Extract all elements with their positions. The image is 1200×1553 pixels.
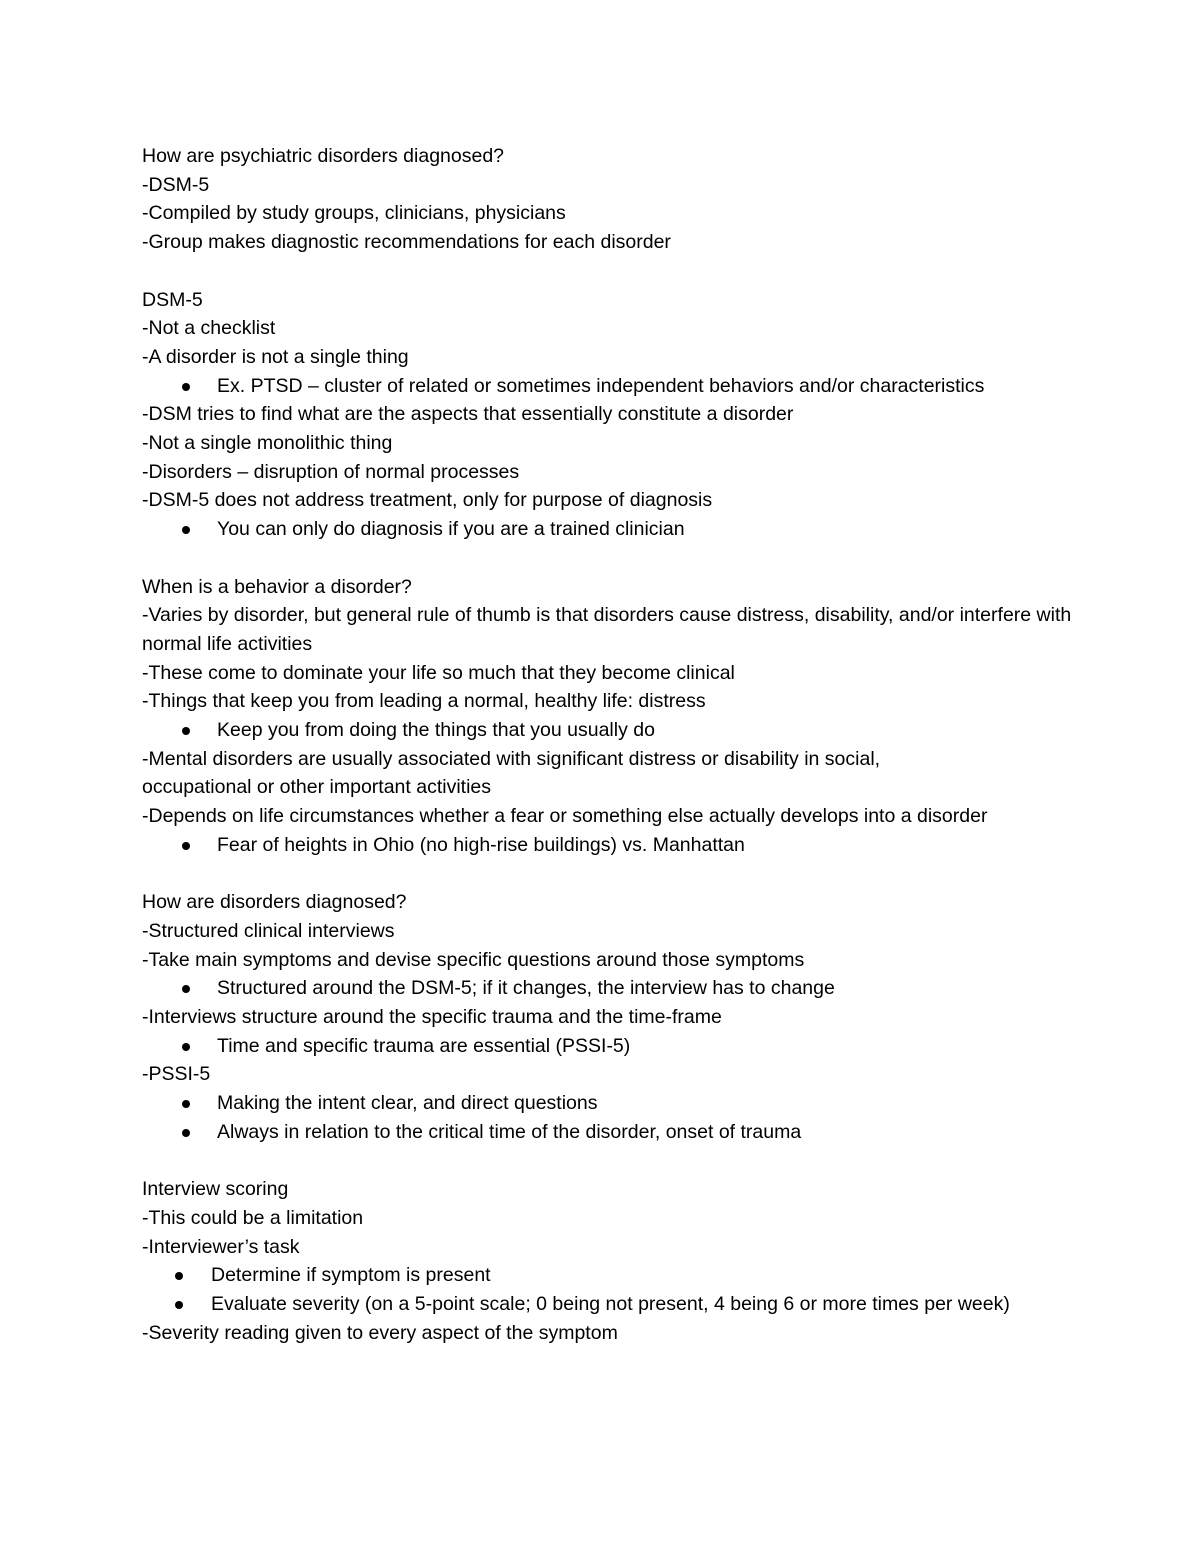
bullet-item <box>142 1089 1072 1118</box>
bullet-item <box>142 372 1072 401</box>
bullet-icon <box>182 1100 190 1108</box>
bullet-icon <box>182 842 190 850</box>
note-line: -This could be a limitation <box>142 1206 364 1229</box>
bullet-item <box>142 1032 1072 1061</box>
bullet-text: Time and specific trauma are essential (PSSI-5) <box>217 1034 631 1057</box>
bullet-icon <box>175 1301 183 1309</box>
bullet-item <box>142 974 1072 1003</box>
section-interview-scoring <box>142 1175 1072 1347</box>
section-spacer <box>142 544 1072 573</box>
note-line: -Structured clinical interviews <box>142 919 395 942</box>
section-heading: How are psychiatric disorders diagnosed? <box>142 145 505 167</box>
note-line: -Take main symptoms and devise specific questions around those symptoms <box>142 948 805 971</box>
bullet-text: Ex. PTSD – cluster of related or sometimes independent behaviors and/or characteristics <box>217 374 985 397</box>
note-line: -Depends on life circumstances whether a fear or something else actually develops into a disorder <box>142 805 988 828</box>
bullet-icon <box>182 1043 190 1051</box>
bullet-item <box>142 716 1072 745</box>
bullet-item <box>142 1290 1041 1319</box>
bullet-text: You can only do diagnosis if you are a trained clinician <box>217 518 685 541</box>
note-line: -PSSI-5 <box>142 1063 211 1086</box>
bullet-text: Determine if symptom is present <box>211 1264 491 1287</box>
note-line: -DSM-5 <box>142 173 210 196</box>
bullet-item <box>142 831 1072 860</box>
section-heading: Interview scoring <box>142 1178 289 1201</box>
section-spacer <box>142 860 1072 889</box>
notes-body <box>142 142 1072 1347</box>
bullet-text: Structured around the DSM-5; if it changes, the interview has to change <box>217 977 835 1000</box>
bullet-item <box>142 515 1072 544</box>
section-disorders-diagnosed <box>142 888 1072 1146</box>
bullet-item <box>142 1261 1072 1290</box>
section-spacer <box>142 1147 1072 1176</box>
bullet-icon <box>175 1272 183 1280</box>
note-line: -Varies by disorder, but general rule of thumb is that disorders cause distress, disability, and/or interfere with normal life activities <box>142 604 1072 655</box>
section-spacer <box>142 257 1072 286</box>
bullet-icon <box>182 727 190 735</box>
bullet-text: Making the intent clear, and direct questions <box>217 1092 598 1115</box>
note-line: -Mental disorders are usually associated with significant distress or disability in social, occupational or other important activities <box>142 747 881 799</box>
bullet-icon <box>182 526 190 534</box>
section-behavior-disorder <box>142 573 1072 860</box>
note-line: -DSM-5 does not address treatment, only for purpose of diagnosis <box>142 489 713 512</box>
section-psychiatric-diagnosis <box>142 142 1072 257</box>
note-line: -Interviews structure around the specific trauma and the time-frame <box>142 1006 722 1029</box>
bullet-text: Always in relation to the critical time of the disorder, onset of trauma <box>217 1120 802 1143</box>
bullet-icon <box>182 1129 190 1137</box>
section-dsm-5 <box>142 286 1072 544</box>
bullet-icon <box>182 985 190 993</box>
note-line: -Compiled by study groups, clinicians, physicians <box>142 202 566 225</box>
note-line: -These come to dominate your life so much that they become clinical <box>142 661 735 684</box>
note-line: -Things that keep you from leading a normal, healthy life: distress <box>142 690 706 713</box>
bullet-item <box>142 1118 1072 1147</box>
note-line: -Group makes diagnostic recommendations for each disorder <box>142 231 671 254</box>
bullet-icon <box>182 383 190 391</box>
note-line: -A disorder is not a single thing <box>142 345 409 368</box>
bullet-text: Keep you from doing the things that you usually do <box>217 719 655 742</box>
note-line: -Not a single monolithic thing <box>142 432 393 455</box>
section-heading: How are disorders diagnosed? <box>142 891 407 914</box>
note-line: -Not a checklist <box>142 317 276 340</box>
note-line: -Interviewer’s task <box>142 1235 300 1258</box>
note-line: -Disorders – disruption of normal processes <box>142 460 520 483</box>
section-heading: When is a behavior a disorder? <box>142 575 412 598</box>
bullet-text: Fear of heights in Ohio (no high-rise buildings) vs. Manhattan <box>217 833 745 856</box>
bullet-text: Evaluate severity (on a 5-point scale; 0 being not present, 4 being 6 or more times per week) <box>211 1293 1010 1316</box>
note-line: -Severity reading given to every aspect of the symptom <box>142 1321 618 1344</box>
section-heading: DSM-5 <box>142 288 203 311</box>
note-line: -DSM tries to find what are the aspects that essentially constitute a disorder <box>142 403 794 426</box>
